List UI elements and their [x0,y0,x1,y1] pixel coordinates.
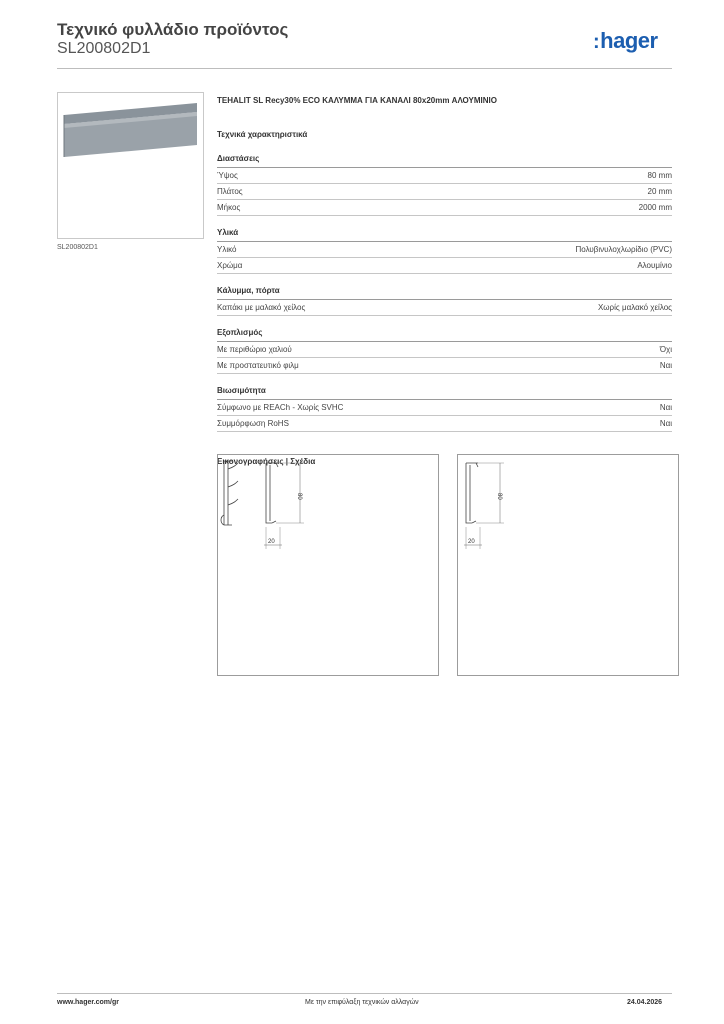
spec-value: Πολυβινυλοχλωρίδιο (PVC) [575,245,672,254]
product-title: TEHALIT SL Recy30% ECO ΚΑΛΥΜΜΑ ΓΙΑ ΚΑΝΑΛΙ 80x20mm ΑΛΟΥΜΙΝΙΟ [217,96,498,105]
spec-group-materials [217,228,672,274]
spec-row [217,400,672,416]
profile-drawing-2 [458,455,678,675]
spec-label: Σύμφωνο με REACh - Χωρίς SVHC [217,403,344,412]
footer-note: Με την επιφύλαξη τεχνικών αλλαγών [305,999,419,1006]
spec-row [217,242,672,258]
spec-group-title: Βιωσιμότητα [217,386,672,400]
spec-group-title: Εξοπλισμός [217,328,672,342]
section-title-technical: Τεχνικά χαρακτηριστικά [217,130,308,139]
drawings-title: Εικονογραφήσεις | Σχέδια [217,457,316,466]
spec-row [217,300,672,316]
spec-row [217,200,672,216]
spec-value: Ναι [659,419,672,428]
spec-group-equipment [217,328,672,374]
spec-label: Υλικό [217,245,237,254]
product-details [217,96,672,469]
dimension-label-height: 80 [496,493,502,500]
spec-group-title: Υλικά [217,228,672,242]
spec-label: Μήκος [217,203,241,212]
dimension-label-height: 80 [296,493,302,500]
spec-value: 2000 mm [638,203,672,212]
footer-date: 24.04.2026 [627,999,663,1006]
spec-value: 20 mm [647,187,672,196]
spec-label: Καπάκι με μαλακό χείλος [217,303,306,312]
page-title: Τεχνικό φυλλάδιο προϊόντος [57,20,289,39]
spec-value: Αλουμίνιο [637,261,672,270]
spec-value: Χωρίς μαλακό χείλος [597,303,672,312]
drawing-panel-2 [457,454,679,676]
spec-group-title: Κάλυμμα, πόρτα [217,286,672,300]
spec-group-dimensions [217,154,672,216]
product-image [57,92,204,239]
product-code-heading: SL200802D1 [57,40,151,57]
spec-group-cover [217,286,672,316]
spec-label: Πλάτος [217,187,243,196]
header-divider [57,68,672,69]
spec-row [217,184,672,200]
footer-website-link[interactable]: www.hager.com/gr [57,999,119,1006]
spec-value: Ναι [659,361,672,370]
cover-profile-illustration [58,93,203,238]
dimension-label-width: 20 [268,539,275,545]
spec-label: Με προστατευτικό φιλμ [217,361,299,370]
spec-label: Με περιθώριο χαλιού [217,345,292,354]
dimension-label-width: 20 [468,539,475,545]
spec-row [217,168,672,184]
spec-value: Ναι [659,403,672,412]
spec-value: Όχι [659,345,672,354]
spec-value: 80 mm [647,171,672,180]
profile-drawing-1 [218,455,438,675]
spec-row [217,342,672,358]
footer-divider [57,993,672,994]
spec-row [217,258,672,274]
spec-group-sustainability [217,386,672,432]
spec-row [217,416,672,432]
spec-label: Χρώμα [217,261,243,270]
spec-label: Συμμόρφωση RoHS [217,419,289,428]
product-image-caption: SL200802D1 [57,244,98,251]
spec-row [217,358,672,374]
spec-label: Ύψος [217,171,238,180]
spec-group-title: Διαστάσεις [217,154,672,168]
logo-text: hager [600,28,658,53]
logo-colon-mark: : [593,31,600,53]
drawing-panel-1 [217,454,439,676]
hager-logo [593,28,658,54]
